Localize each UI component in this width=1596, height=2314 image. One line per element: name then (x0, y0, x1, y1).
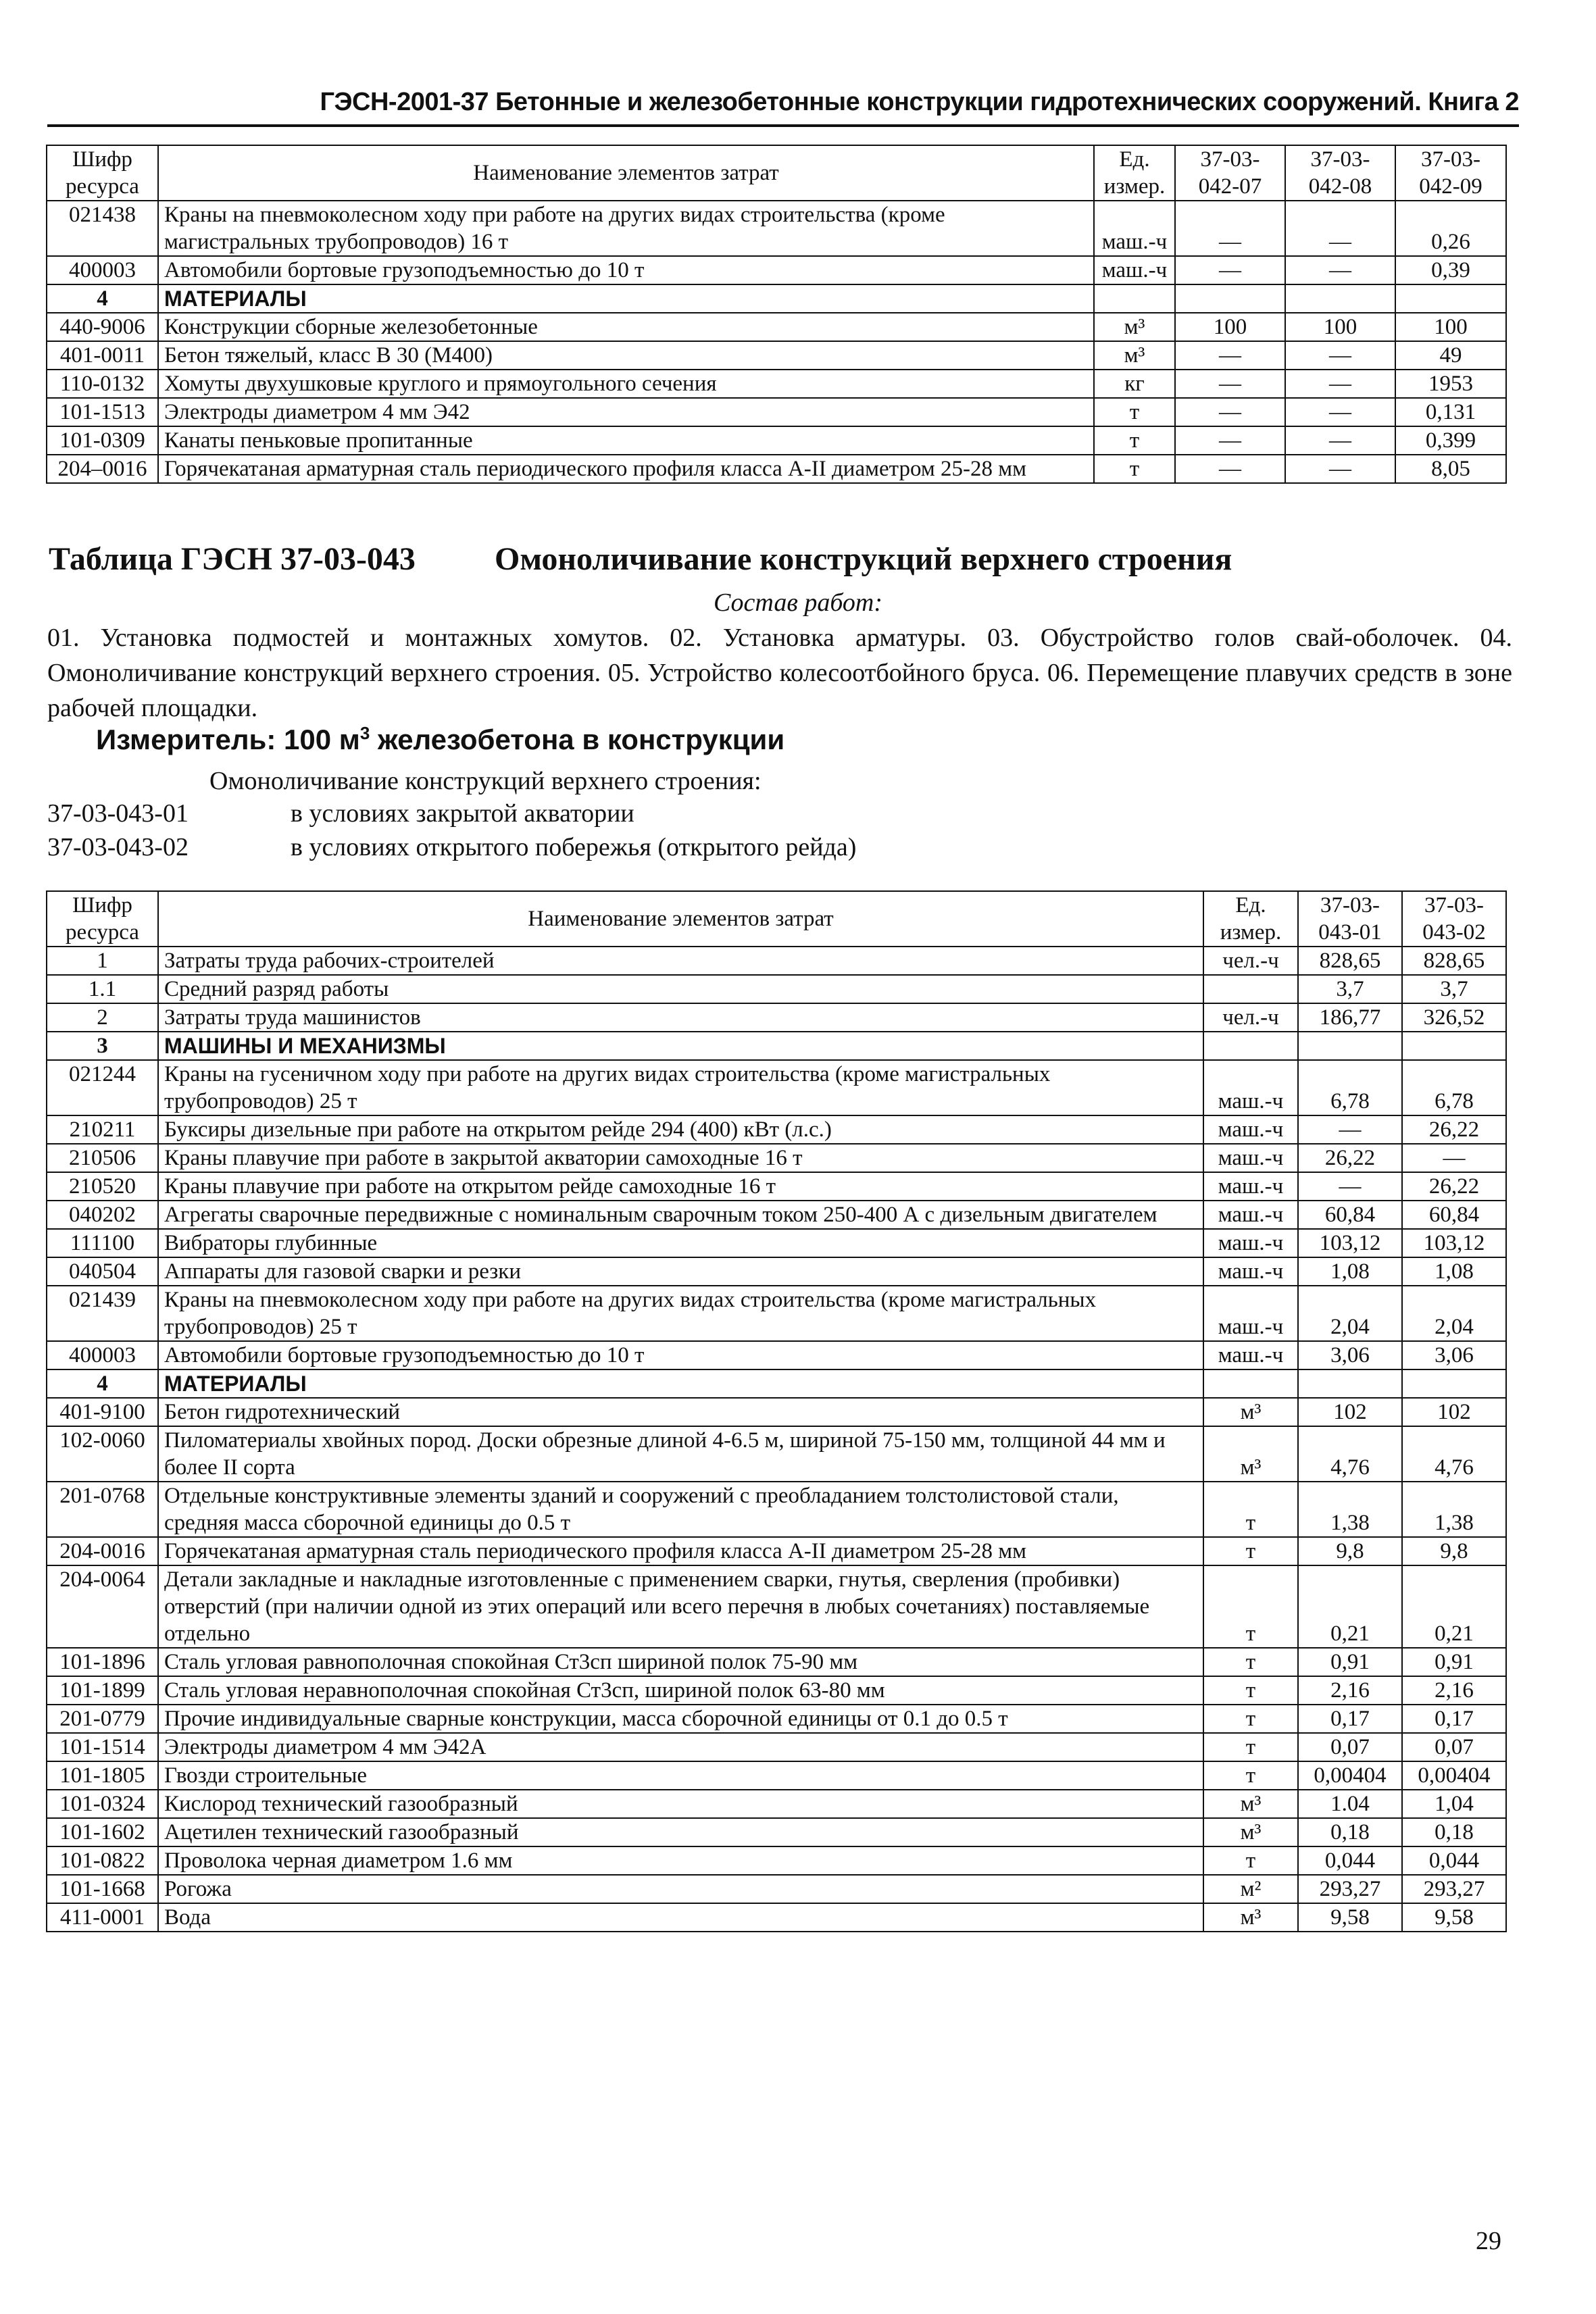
row-name: Прочие индивидуальные сварные конструкции, масса сборочной единицы от 0.1 до 0.5 т (158, 1705, 1203, 1733)
row-unit: т (1203, 1676, 1298, 1705)
row-name: Краны на пневмоколесном ходу при работе на других видах строительства (кроме магистральных трубопроводов) 16 т (158, 201, 1094, 256)
variant-text: в условиях открытого побережья (открытого рейда) (291, 833, 857, 861)
row-unit: маш.-ч (1203, 1201, 1298, 1229)
row-unit (1203, 975, 1298, 1003)
row-value-2: 0,21 (1402, 1565, 1506, 1648)
row-value-2: 0,044 (1402, 1846, 1506, 1875)
row-unit: м³ (1203, 1398, 1298, 1426)
variant-row (47, 832, 856, 862)
row-unit: маш.-ч (1094, 256, 1175, 284)
row-code: 101-1896 (47, 1648, 158, 1676)
header-code: Шифр ресурса (47, 891, 158, 947)
works-heading: Состав работ: (713, 588, 883, 617)
row-value-1: 100 (1175, 313, 1285, 341)
row-value-1: 0,07 (1298, 1733, 1402, 1761)
row-name: Вибраторы глубинные (158, 1229, 1203, 1257)
row-value-1: — (1175, 455, 1285, 483)
row-code: 210506 (47, 1144, 158, 1172)
row-value-2: 3,7 (1402, 975, 1506, 1003)
row-code: 101-0324 (47, 1790, 158, 1818)
row-unit: т (1203, 1565, 1298, 1648)
row-value-2: 9,8 (1402, 1537, 1506, 1565)
variants-description: Омоноличивание конструкций верхнего строения: (209, 767, 762, 795)
row-code: 400003 (47, 256, 158, 284)
row-unit: т (1203, 1648, 1298, 1676)
row-code: 210211 (47, 1115, 158, 1144)
table-row (47, 1790, 1506, 1818)
row-unit: м³ (1094, 341, 1175, 370)
header-name: Наименование элементов затрат (158, 891, 1203, 947)
row-name: Вода (158, 1903, 1203, 1932)
page-number: 29 (1476, 2227, 1501, 2255)
row-unit: м³ (1203, 1426, 1298, 1482)
row-value-1: — (1175, 426, 1285, 455)
table-row (47, 1818, 1506, 1846)
row-value-2: 26,22 (1402, 1172, 1506, 1201)
row-code: 4 (47, 284, 158, 313)
table-row (47, 426, 1506, 455)
row-value-2: 9,58 (1402, 1903, 1506, 1932)
table-row (47, 1115, 1506, 1144)
row-code: 101-1513 (47, 398, 158, 426)
row-name: Краны на пневмоколесном ходу при работе на других видах строительства (кроме магистральных трубопроводов) 25 т (158, 1286, 1203, 1341)
row-value-1: 103,12 (1298, 1229, 1402, 1257)
row-unit: м³ (1203, 1790, 1298, 1818)
row-name: Затраты труда машинистов (158, 1003, 1203, 1032)
row-value-2: 0,00404 (1402, 1761, 1506, 1790)
row-value-3: 0,26 (1395, 201, 1506, 256)
table-row (47, 1426, 1506, 1482)
row-code: 101-1805 (47, 1761, 158, 1790)
row-value-2: 26,22 (1402, 1115, 1506, 1144)
row-value-2: 0,07 (1402, 1733, 1506, 1761)
row-name: Детали закладные и накладные изготовленные с применением сварки, гнутья, сверления (пробивки) отверстий (при наличии одной из этих операций или всего перечня в любых сочетаниях) поставляемые отдельно (158, 1565, 1203, 1648)
row-name: Гвозди строительные (158, 1761, 1203, 1790)
row-name: Горячекатаная арматурная сталь периодического профиля класса А-II диаметром 25-28 мм (158, 455, 1094, 483)
row-code: 101-1514 (47, 1733, 158, 1761)
row-unit: м³ (1094, 313, 1175, 341)
row-code: 440-9006 (47, 313, 158, 341)
row-name: Буксиры дизельные при работе на открытом рейде 294 (400) кВт (л.с.) (158, 1115, 1203, 1144)
table-row (47, 341, 1506, 370)
row-name: Хомуты двухушковые круглого и прямоугольного сечения (158, 370, 1094, 398)
row-name: Рогожа (158, 1875, 1203, 1903)
resource-table-042 (46, 145, 1507, 484)
row-code: 111100 (47, 1229, 158, 1257)
header-col-1: 37-03-043-01 (1298, 891, 1402, 947)
row-unit: маш.-ч (1203, 1341, 1298, 1369)
row-value-1: — (1175, 201, 1285, 256)
table-row (47, 256, 1506, 284)
header-col-2: 37-03-043-02 (1402, 891, 1506, 947)
table-row (47, 1201, 1506, 1229)
works-text: 01. Установка подмостей и монтажных хомутов. 02. Установка арматуры. 03. Обустройство голов свай-оболочек. 04. Омоноличивание конструкций верхнего строения. 05. Устройство колесоотбойного бруса. 06. Перемещение плавучих средств в зоне рабочей площадки. (47, 624, 1512, 722)
row-code: 400003 (47, 1341, 158, 1369)
row-name: Сталь угловая равнополочная спокойная Ст3сп шириной полок 75-90 мм (158, 1648, 1203, 1676)
row-value-2: 100 (1285, 313, 1395, 341)
table-row (47, 1903, 1506, 1932)
row-value-1: — (1175, 341, 1285, 370)
row-value-1: 0,00404 (1298, 1761, 1402, 1790)
row-name: Затраты труда рабочих-строителей (158, 947, 1203, 975)
table-row (47, 1565, 1506, 1648)
resource-table-043 (46, 890, 1507, 1932)
row-value-2: — (1285, 370, 1395, 398)
row-value-2: 0,17 (1402, 1705, 1506, 1733)
row-unit: м² (1203, 1875, 1298, 1903)
table-row (47, 1705, 1506, 1733)
row-value-1: — (1175, 256, 1285, 284)
row-unit: т (1203, 1705, 1298, 1733)
row-value-1: 9,8 (1298, 1537, 1402, 1565)
row-value-2: — (1285, 455, 1395, 483)
row-value-2: — (1285, 256, 1395, 284)
row-unit: маш.-ч (1203, 1286, 1298, 1341)
row-unit: чел.-ч (1203, 1003, 1298, 1032)
header-col-1: 37-03-042-07 (1175, 145, 1285, 201)
row-value-2: 102 (1402, 1398, 1506, 1426)
row-name: МАТЕРИАЛЫ (158, 284, 1094, 313)
row-value-1: — (1175, 370, 1285, 398)
row-code: 101-0822 (47, 1846, 158, 1875)
running-header: ГЭСН-2001-37 Бетонные и железобетонные конструкции гидротехнических сооружений. Книга 2 (320, 88, 1519, 116)
row-name: МАТЕРИАЛЫ (158, 1369, 1203, 1398)
row-name: Кислород технический газообразный (158, 1790, 1203, 1818)
row-value-1: 1,38 (1298, 1482, 1402, 1537)
row-value-1: 0,17 (1298, 1705, 1402, 1733)
header-unit: Ед. измер. (1203, 891, 1298, 947)
row-value-2: 1,04 (1402, 1790, 1506, 1818)
row-value-3: 8,05 (1395, 455, 1506, 483)
header-unit: Ед. измер. (1094, 145, 1175, 201)
variant-text: в условиях закрытой акватории (291, 799, 634, 828)
row-unit (1094, 284, 1175, 313)
row-value-3: 49 (1395, 341, 1506, 370)
row-code: 040504 (47, 1257, 158, 1286)
row-name: Автомобили бортовые грузоподъемностью до 10 т (158, 1341, 1203, 1369)
section-row (47, 284, 1506, 313)
row-code: 101-1602 (47, 1818, 158, 1846)
row-name: Бетон тяжелый, класс В 30 (М400) (158, 341, 1094, 370)
section-row (47, 1369, 1506, 1398)
row-name: Агрегаты сварочные передвижные с номинальным сварочным током 250-400 А с дизельным двигателем (158, 1201, 1203, 1229)
table-name: Омоноличивание конструкций верхнего строения (495, 541, 1232, 577)
table-row (47, 1648, 1506, 1676)
row-value-1: 3,06 (1298, 1341, 1402, 1369)
variant-code: 37-03-043-01 (47, 799, 189, 828)
header-rule (47, 124, 1519, 127)
row-name: Средний разряд работы (158, 975, 1203, 1003)
row-unit: м³ (1203, 1903, 1298, 1932)
row-name: Канаты пеньковые пропитанные (158, 426, 1094, 455)
row-code: 204–0016 (47, 455, 158, 483)
row-unit: маш.-ч (1094, 201, 1175, 256)
row-value-1 (1175, 284, 1285, 313)
row-code: 204-0016 (47, 1537, 158, 1565)
row-value-1: 1.04 (1298, 1790, 1402, 1818)
table-row (47, 1286, 1506, 1341)
row-value-3: 100 (1395, 313, 1506, 341)
table-row (47, 398, 1506, 426)
row-value-1: 102 (1298, 1398, 1402, 1426)
row-value-1: 0,91 (1298, 1648, 1402, 1676)
row-value-1: 1,08 (1298, 1257, 1402, 1286)
row-value-1: 3,7 (1298, 975, 1402, 1003)
row-code: 102-0060 (47, 1426, 158, 1482)
row-value-1: 9,58 (1298, 1903, 1402, 1932)
row-value-1: 4,76 (1298, 1426, 1402, 1482)
row-value-2: — (1285, 426, 1395, 455)
table-row (47, 1733, 1506, 1761)
row-value-2: — (1285, 398, 1395, 426)
row-value-2: 0,18 (1402, 1818, 1506, 1846)
row-code: 021439 (47, 1286, 158, 1341)
row-unit: маш.-ч (1203, 1229, 1298, 1257)
row-unit (1203, 1369, 1298, 1398)
row-name: Конструкции сборные железобетонные (158, 313, 1094, 341)
row-code: 1.1 (47, 975, 158, 1003)
row-name: Электроды диаметром 4 мм Э42А (158, 1733, 1203, 1761)
row-value-2: 1,08 (1402, 1257, 1506, 1286)
row-name: Проволока черная диаметром 1.6 мм (158, 1846, 1203, 1875)
row-value-1: 186,77 (1298, 1003, 1402, 1032)
meter-sup: 3 (359, 723, 370, 743)
row-value-2: 60,84 (1402, 1201, 1506, 1229)
table-row (47, 201, 1506, 256)
row-unit: маш.-ч (1203, 1060, 1298, 1115)
row-unit: маш.-ч (1203, 1144, 1298, 1172)
row-code: 401-0011 (47, 341, 158, 370)
row-unit: т (1094, 426, 1175, 455)
row-value-2: 3,06 (1402, 1341, 1506, 1369)
row-value-2: 4,76 (1402, 1426, 1506, 1482)
row-name: Бетон гидротехнический (158, 1398, 1203, 1426)
row-name: Краны плавучие при работе в закрытой акватории самоходные 16 т (158, 1144, 1203, 1172)
table-row (47, 313, 1506, 341)
header-name: Наименование элементов затрат (158, 145, 1094, 201)
table-row (47, 1676, 1506, 1705)
row-code: 210520 (47, 1172, 158, 1201)
section-row (47, 1032, 1506, 1060)
row-name: Автомобили бортовые грузоподъемностью до 10 т (158, 256, 1094, 284)
row-code: 201-0779 (47, 1705, 158, 1733)
table-row (47, 370, 1506, 398)
row-unit: т (1094, 455, 1175, 483)
row-name: Электроды диаметром 4 мм Э42 (158, 398, 1094, 426)
row-value-2: 2,16 (1402, 1676, 1506, 1705)
row-value-2 (1402, 1032, 1506, 1060)
row-unit: т (1203, 1733, 1298, 1761)
row-value-3: 1953 (1395, 370, 1506, 398)
row-code: 1 (47, 947, 158, 975)
row-unit: маш.-ч (1203, 1257, 1298, 1286)
row-code: 4 (47, 1369, 158, 1398)
row-value-3: 0,39 (1395, 256, 1506, 284)
row-code: 110-0132 (47, 370, 158, 398)
row-value-2: 103,12 (1402, 1229, 1506, 1257)
row-name: Аппараты для газовой сварки и резки (158, 1257, 1203, 1286)
table-label: Таблица ГЭСН 37-03-043 (49, 541, 416, 577)
row-unit: т (1203, 1846, 1298, 1875)
row-code: 3 (47, 1032, 158, 1060)
row-value-2: 2,04 (1402, 1286, 1506, 1341)
row-value-1: 0,18 (1298, 1818, 1402, 1846)
table-row (47, 947, 1506, 975)
row-value-1 (1298, 1369, 1402, 1398)
row-value-2: 0,91 (1402, 1648, 1506, 1676)
row-value-1: 2,16 (1298, 1676, 1402, 1705)
row-code: 101-1899 (47, 1676, 158, 1705)
table-row (47, 1761, 1506, 1790)
row-code: 411-0001 (47, 1903, 158, 1932)
row-name: Пиломатериалы хвойных пород. Доски обрезные длиной 4-6.5 м, шириной 75-150 мм, толщиной 44 мм и более II сорта (158, 1426, 1203, 1482)
row-unit: т (1094, 398, 1175, 426)
row-unit: т (1203, 1537, 1298, 1565)
table-row (47, 1172, 1506, 1201)
meter-prefix: Измеритель: 100 м (96, 724, 360, 755)
row-value-3: 0,399 (1395, 426, 1506, 455)
row-code: 101-1668 (47, 1875, 158, 1903)
row-value-1: 2,04 (1298, 1286, 1402, 1341)
row-code: 204-0064 (47, 1565, 158, 1648)
table-row (47, 975, 1506, 1003)
row-code: 2 (47, 1003, 158, 1032)
header-col-2: 37-03-042-08 (1285, 145, 1395, 201)
table-row (47, 1875, 1506, 1903)
row-code: 021244 (47, 1060, 158, 1115)
row-value-2: 326,52 (1402, 1003, 1506, 1032)
row-value-1: 0,044 (1298, 1846, 1402, 1875)
row-code: 021438 (47, 201, 158, 256)
row-value-3: 0,131 (1395, 398, 1506, 426)
table-row (47, 1341, 1506, 1369)
row-name: Отдельные конструктивные элементы зданий и сооружений с преобладанием толстолистовой стали, средняя масса сборочной единицы до 0.5 т (158, 1482, 1203, 1537)
row-value-1: 60,84 (1298, 1201, 1402, 1229)
table-row (47, 1060, 1506, 1115)
row-value-1: 26,22 (1298, 1144, 1402, 1172)
row-code: 040202 (47, 1201, 158, 1229)
row-value-2: — (1402, 1144, 1506, 1172)
table-row (47, 1537, 1506, 1565)
table-header-row (47, 891, 1506, 947)
row-value-1: — (1298, 1172, 1402, 1201)
table-title (49, 540, 1232, 578)
variant-row (47, 799, 634, 828)
header-code: Шифр ресурса (47, 145, 158, 201)
row-value-2: — (1285, 201, 1395, 256)
header-col-3: 37-03-042-09 (1395, 145, 1506, 201)
table-header-row (47, 145, 1506, 201)
row-name: Ацетилен технический газообразный (158, 1818, 1203, 1846)
row-unit: маш.-ч (1203, 1115, 1298, 1144)
table-row (47, 1398, 1506, 1426)
row-name: МАШИНЫ И МЕХАНИЗМЫ (158, 1032, 1203, 1060)
table-row (47, 1846, 1506, 1875)
meter-line (96, 723, 784, 756)
row-unit: кг (1094, 370, 1175, 398)
row-value-2: — (1285, 341, 1395, 370)
table-row (47, 1257, 1506, 1286)
table-row (47, 1144, 1506, 1172)
row-value-1: 828,65 (1298, 947, 1402, 975)
row-value-2 (1402, 1369, 1506, 1398)
row-code: 201-0768 (47, 1482, 158, 1537)
row-value-1: — (1298, 1115, 1402, 1144)
row-name: Горячекатаная арматурная сталь периодического профиля класса А-II диаметром 25-28 мм (158, 1537, 1203, 1565)
row-name: Сталь угловая неравнополочная спокойная Ст3сп, шириной полок 63-80 мм (158, 1676, 1203, 1705)
row-value-1 (1298, 1032, 1402, 1060)
variant-code: 37-03-043-02 (47, 833, 189, 861)
row-code: 401-9100 (47, 1398, 158, 1426)
table-row (47, 455, 1506, 483)
row-unit (1203, 1032, 1298, 1060)
row-name: Краны плавучие при работе на открытом рейде самоходные 16 т (158, 1172, 1203, 1201)
row-value-3 (1395, 284, 1506, 313)
row-value-1: 6,78 (1298, 1060, 1402, 1115)
row-unit: чел.-ч (1203, 947, 1298, 975)
table-row (47, 1482, 1506, 1537)
row-unit: маш.-ч (1203, 1172, 1298, 1201)
row-code: 101-0309 (47, 426, 158, 455)
row-value-2: 1,38 (1402, 1482, 1506, 1537)
row-value-2: 6,78 (1402, 1060, 1506, 1115)
table-row (47, 1003, 1506, 1032)
row-unit: т (1203, 1482, 1298, 1537)
row-value-2: 828,65 (1402, 947, 1506, 975)
row-value-1: — (1175, 398, 1285, 426)
row-name: Краны на гусеничном ходу при работе на других видах строительства (кроме магистральных трубопроводов) 25 т (158, 1060, 1203, 1115)
row-unit: т (1203, 1761, 1298, 1790)
row-value-1: 0,21 (1298, 1565, 1402, 1648)
row-unit: м³ (1203, 1818, 1298, 1846)
row-value-1: 293,27 (1298, 1875, 1402, 1903)
row-value-2: 293,27 (1402, 1875, 1506, 1903)
table-row (47, 1229, 1506, 1257)
meter-suffix: железобетона в конструкции (370, 724, 785, 755)
row-value-2 (1285, 284, 1395, 313)
